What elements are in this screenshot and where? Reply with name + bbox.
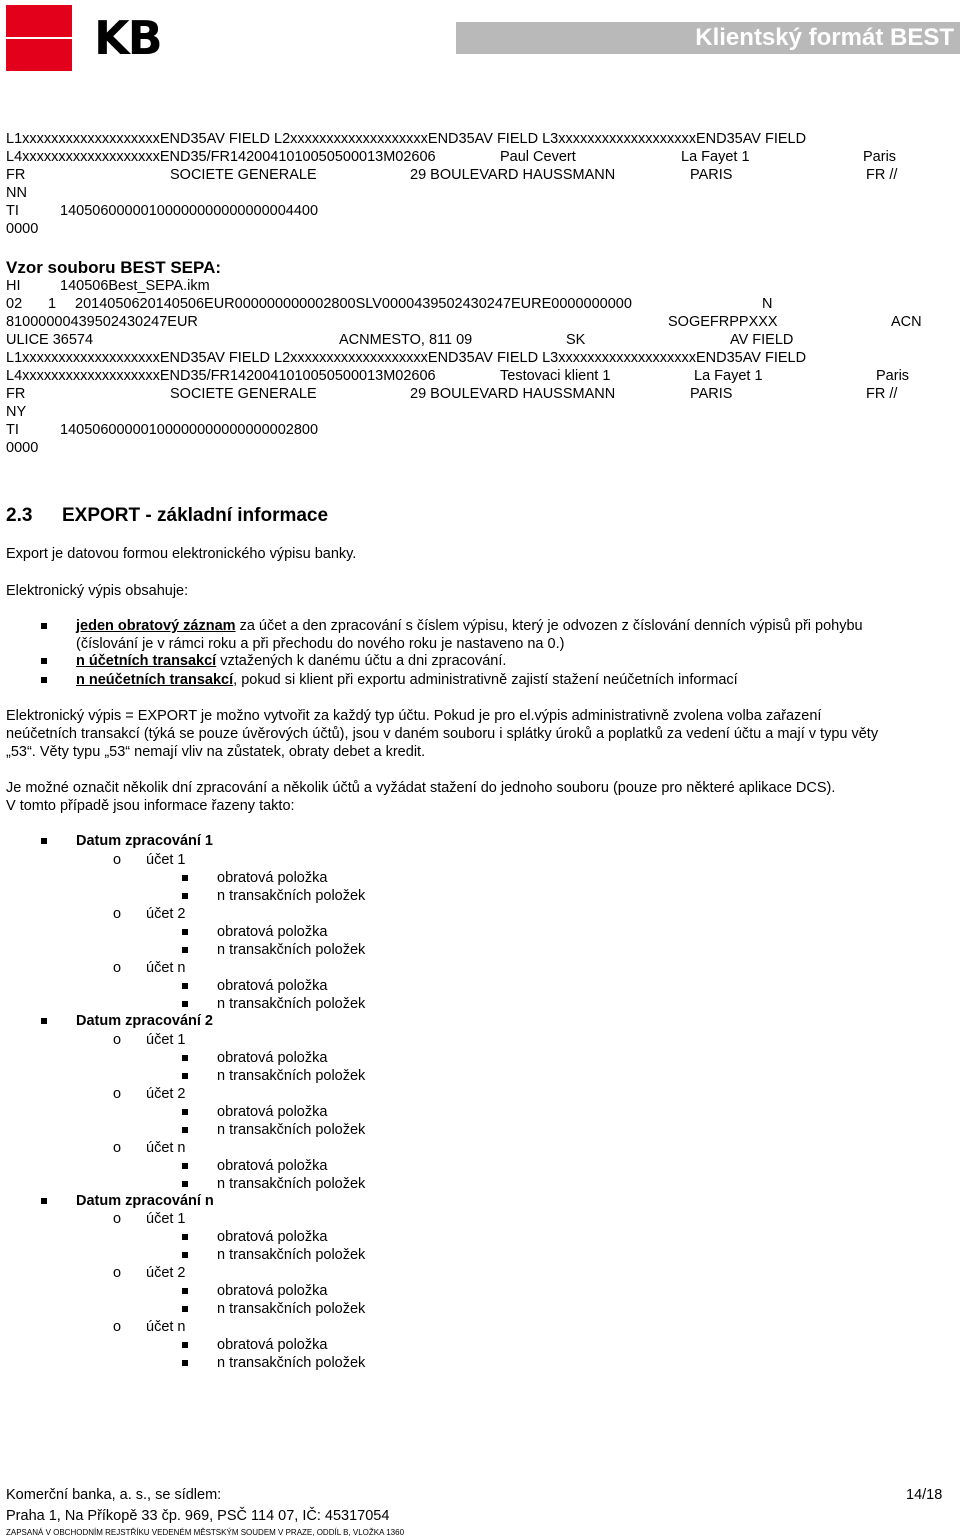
tree-item-transactions: n transakčních položek [217, 1301, 366, 1317]
example1-line2-a: L4xxxxxxxxxxxxxxxxxxxEND35/FR1420041010050500013M02606 [6, 149, 436, 165]
bullet-item-1-text: za účet a den zpracování s číslem výpisu, který je odvozen z číslování denních výpisů při pohybu [235, 618, 863, 634]
bullet-marker [182, 947, 188, 953]
tree-item-turnover: obratová položka [217, 924, 328, 940]
example2-line7-d: PARIS [690, 386, 733, 402]
section-number: 2.3 [6, 505, 33, 526]
example1-line3-b: SOCIETE GENERALE [170, 167, 317, 183]
circle-marker: o [113, 1140, 122, 1156]
tree-item-transactions: n transakčních položek [217, 888, 366, 904]
example2-line2-d: N [762, 296, 773, 312]
tree-dayn-account-n: účet n [146, 1319, 186, 1335]
example2-line9-a: TI [6, 422, 19, 438]
bullet-marker [41, 1198, 47, 1204]
document-title: Klientský formát BEST [695, 24, 954, 51]
sepa-heading: Vzor souboru BEST SEPA: [6, 258, 222, 277]
example1-line2-c: La Fayet 1 [681, 149, 750, 165]
bullet-marker [182, 1360, 188, 1366]
bullet-marker [41, 623, 47, 629]
bullet-item-1-emphasis: jeden obratový záznam [76, 618, 236, 634]
example2-line4-b: ACNMESTO, 811 09 [339, 332, 473, 348]
tree-item-turnover: obratová položka [217, 978, 328, 994]
kb-logo [6, 5, 196, 71]
bullet-marker [182, 1181, 188, 1187]
tree-day-1: Datum zpracování 1 [76, 833, 213, 849]
circle-marker: o [113, 1319, 122, 1335]
tree-day-n: Datum zpracování n [76, 1193, 214, 1209]
tree-dayn-account-1: účet 1 [146, 1211, 186, 1227]
page-header [0, 0, 960, 80]
paragraph-types-line3: „53“. Věty typu „53“ nemají vliv na zůstatek, obraty debet a kredit. [6, 744, 426, 760]
example2-line7-b: SOCIETE GENERALE [170, 386, 317, 402]
circle-marker: o [113, 960, 122, 976]
section-title: EXPORT - základní informace [62, 505, 329, 526]
example1-line4: NN [6, 185, 27, 201]
tree-day2-account-n: účet n [146, 1140, 186, 1156]
bullet-marker [41, 658, 47, 664]
circle-marker: o [113, 1086, 122, 1102]
bullet-marker [182, 1288, 188, 1294]
example1-line3-c: 29 BOULEVARD HAUSSMANN [410, 167, 616, 183]
bullet-marker [182, 893, 188, 899]
bullet-marker [182, 1252, 188, 1258]
footer-company: Komerční banka, a. s., se sídlem: [6, 1487, 222, 1503]
bullet-marker [182, 1109, 188, 1115]
tree-item-turnover: obratová položka [217, 1104, 328, 1120]
bullet-item-3-emphasis: n neúčetních transakcí [76, 672, 234, 688]
example2-line1-b: 140506Best_SEPA.ikm [60, 278, 210, 294]
footer-page-number: 14/18 [906, 1487, 943, 1503]
example2-line7-c: 29 BOULEVARD HAUSSMANN [410, 386, 616, 402]
tree-item-transactions: n transakčních položek [217, 996, 366, 1012]
example2-line8: NY [6, 404, 27, 420]
paragraph-types-line2: neúčetních transakcí (týká se pouze úvěrových účtů), jsou v daném souboru i splátky úroků a poplatků za vedení účtu a mají v typu věty [6, 726, 879, 742]
tree-item-turnover: obratová položka [217, 1158, 328, 1174]
circle-marker: o [113, 1211, 122, 1227]
example2-line7-a: FR [6, 386, 26, 402]
bullet-marker [182, 1342, 188, 1348]
kb-logo-square [6, 5, 72, 71]
example2-line3-b: SOGEFRPPXXX [668, 314, 778, 330]
circle-marker: o [113, 852, 122, 868]
example2-line3-c: ACN [891, 314, 922, 330]
tree-day1-account-1: účet 1 [146, 852, 186, 868]
example1-line3-d: PARIS [690, 167, 733, 183]
paragraph-export: Export je datovou formou elektronického výpisu banky. [6, 546, 357, 562]
bullet-marker [182, 1073, 188, 1079]
tree-day1-account-n: účet n [146, 960, 186, 976]
bullet-marker [41, 838, 47, 844]
tree-item-turnover: obratová položka [217, 1337, 328, 1353]
bullet-marker [182, 1234, 188, 1240]
circle-marker: o [113, 906, 122, 922]
bullet-marker [182, 1055, 188, 1061]
tree-day-2: Datum zpracování 2 [76, 1013, 213, 1029]
example2-line4-d: AV FIELD [730, 332, 794, 348]
example1-line2-b: Paul Cevert [500, 149, 576, 165]
footer-registry: ZAPSANÁ V OBCHODNÍM REJSTŘÍKU VEDENÉM MĚSTSKÝM SOUDEM V PRAZE, ODDÍL B, VLOŽKA 1360 [6, 1528, 405, 1537]
tree-dayn-account-2: účet 2 [146, 1265, 186, 1281]
bullet-item-2-text: vztažených k danému účtu a dni zpracování. [216, 653, 507, 669]
example2-line3-a: 810000004395​02430247EUR [6, 314, 198, 330]
example1-line2-d: Paris [863, 149, 897, 165]
tree-item-transactions: n transakčních položek [217, 1247, 366, 1263]
bullet-item-1-line2: (číslování je v rámci roku a při přechodu do nového roku je nastaveno na 0.) [76, 636, 565, 652]
bullet-marker [182, 875, 188, 881]
example2-line9-b: 14050600000100000000000000002800 [60, 422, 319, 438]
example2-line2-c: 20140506201405​06EUR000000000002800SLV0000439502430247EURE0000000000 [75, 296, 632, 312]
tree-item-transactions: n transakčních položek [217, 1122, 366, 1138]
example1-line5-b: 14050600000100000000000000004400 [60, 203, 319, 219]
paragraph-contains: Elektronický výpis obsahuje: [6, 583, 189, 599]
circle-marker: o [113, 1032, 122, 1048]
bullet-marker [41, 677, 47, 683]
bullet-item-1 [76, 617, 863, 635]
bullet-marker [182, 1163, 188, 1169]
bullet-marker [182, 983, 188, 989]
example2-line4-a: ULICE 36574 [6, 332, 94, 348]
tree-item-turnover: obratová položka [217, 1283, 328, 1299]
example2-line6-c: La Fayet 1 [694, 368, 763, 384]
bullet-marker [182, 1001, 188, 1007]
tree-item-transactions: n transakčních položek [217, 1068, 366, 1084]
example1-line3-e: FR // [866, 167, 898, 183]
example2-line4-c: SK [566, 332, 586, 348]
kb-logo-text: KB [94, 11, 161, 65]
example2-line2-a: 02 [6, 296, 23, 312]
tree-day2-account-1: účet 1 [146, 1032, 186, 1048]
bullet-item-2 [76, 652, 506, 670]
circle-marker: o [113, 1265, 122, 1281]
bullet-marker [182, 1127, 188, 1133]
tree-item-turnover: obratová položka [217, 1050, 328, 1066]
example2-line1-a: HI [6, 278, 21, 294]
tree-item-turnover: obratová položka [217, 870, 328, 886]
paragraph-multi-line2: V tomto případě jsou informace řazeny takto: [6, 798, 295, 814]
bullet-item-3 [76, 671, 738, 689]
tree-item-transactions: n transakčních položek [217, 1176, 366, 1192]
example2-line5: L1xxxxxxxxxxxxxxxxxxxEND35AV FIELD L2xxxxxxxxxxxxxxxxxxxEND35AV FIELD L3xxxxxxxxxxxxxxxxxxxEND35AV FIELD [6, 350, 807, 366]
paragraph-types-line1: Elektronický výpis = EXPORT je možno vytvořit za každý typ účtu. Pokud je pro el.výpis administrativně zvolena volba zařazení [6, 708, 822, 724]
header-band [456, 22, 960, 54]
tree-item-transactions: n transakčních položek [217, 1355, 366, 1371]
bullet-item-2-emphasis: n účetních transakcí [76, 653, 217, 669]
example1-line6: 0000 [6, 221, 39, 237]
example1-line3-a: FR [6, 167, 26, 183]
example2-line6-a: L4xxxxxxxxxxxxxxxxxxxEND35/FR1420041010050500013M02606 [6, 368, 436, 384]
bullet-marker [41, 1018, 47, 1024]
tree-day1-account-2: účet 2 [146, 906, 186, 922]
example2-line6-b: Testovaci klient 1 [500, 368, 611, 384]
example2-line10: 0000 [6, 440, 39, 456]
tree-day2-account-2: účet 2 [146, 1086, 186, 1102]
paragraph-multi-line1: Je možné označit několik dní zpracování a několik účtů a vyžádat stažení do jednoho souboru (pouze pro některé aplikace DCS). [6, 780, 836, 796]
footer-address: Praha 1, Na Příkopě 33 čp. 969, PSČ 114 07, IČ: 45317054 [6, 1508, 390, 1524]
example2-line6-d: Paris [876, 368, 910, 384]
bullet-item-3-text: , pokud si klient při exportu administrativně zajistí stažení neúčetních informací [233, 672, 738, 688]
example2-line2-b: 1 [48, 296, 57, 312]
example1-line5-a: TI [6, 203, 19, 219]
bullet-marker [182, 1306, 188, 1312]
example2-line7-e: FR // [866, 386, 898, 402]
bullet-marker [182, 929, 188, 935]
tree-item-transactions: n transakčních položek [217, 942, 366, 958]
example1-line1: L1xxxxxxxxxxxxxxxxxxxEND35AV FIELD L2xxxxxxxxxxxxxxxxxxxEND35AV FIELD L3xxxxxxxxxxxxxxxxxxxEND35AV FIELD [6, 131, 807, 147]
tree-item-turnover: obratová položka [217, 1229, 328, 1245]
